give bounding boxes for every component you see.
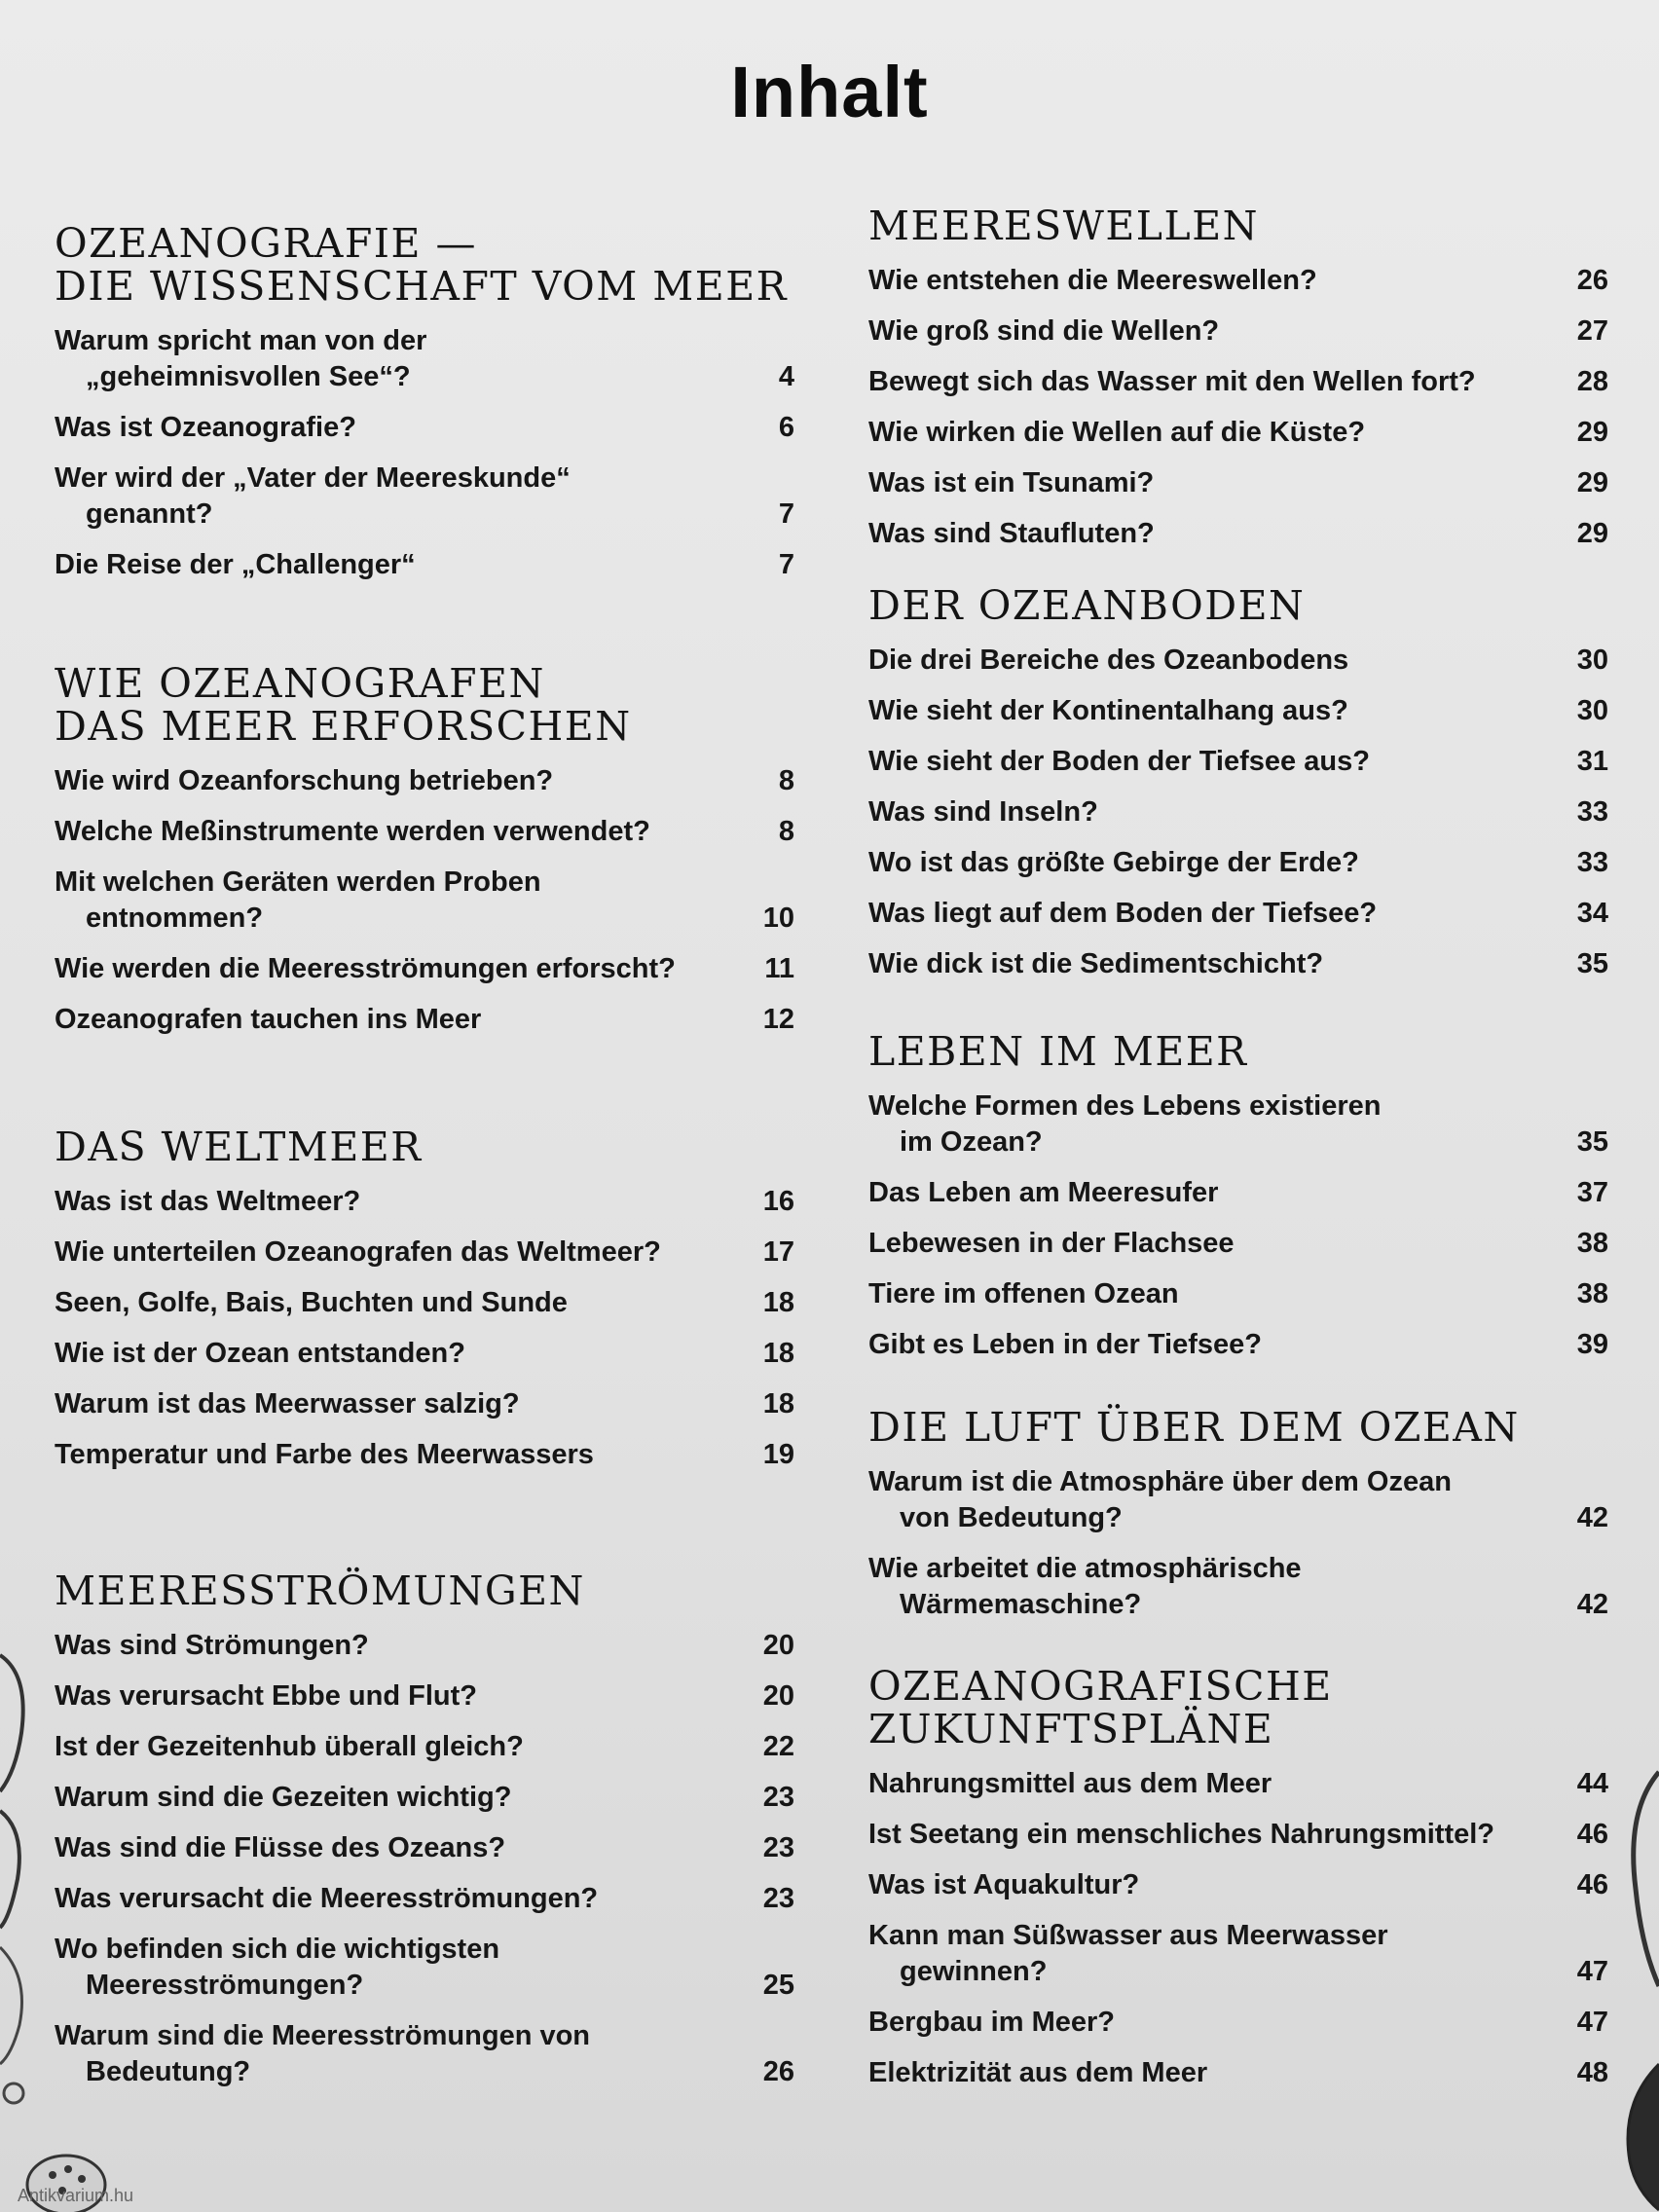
toc-entry-title-line: Die Reise der „Challenger“ [55,549,416,580]
toc-entry[interactable] [868,1276,1608,1312]
toc-entry-page-number: 46 [1576,1819,1608,1850]
toc-section [868,584,1608,997]
toc-entry-page-number: 29 [1576,467,1608,498]
toc-entry-title [55,1628,744,1664]
toc-entry[interactable] [55,1235,794,1271]
toc-entry-title-line: Was verursacht Ebbe und Flut? [55,1680,477,1712]
toc-entry-title [55,1437,744,1473]
toc-entry-title-line: Ist Seetang ein menschliches Nahrungsmittel? [868,1819,1494,1850]
toc-entry-page-number: 29 [1576,417,1608,448]
section-heading-line: MEERESSTRÖMUNGEN [55,1567,585,1614]
toc-entry-page-number: 25 [762,1970,794,2001]
toc-entry-title-line: Wie wirken die Wellen auf die Küste? [868,417,1366,448]
toc-entry-title [868,1276,1558,1312]
toc-entry-page-number: 30 [1576,645,1608,676]
toc-entry-title-line: Meeresströmungen? [86,1970,364,2001]
toc-entry-title-line: Wo ist das größte Gebirge der Erde? [868,847,1359,878]
toc-section [55,1569,794,2105]
toc-section [868,1665,1608,2106]
toc-entry-page-number: 23 [762,1832,794,1863]
toc-entry-title [868,364,1558,400]
toc-entry-title [55,323,744,395]
toc-entry-title [868,693,1558,729]
toc-entry[interactable] [55,323,794,395]
toc-entry[interactable] [55,865,794,937]
toc-entry-page-number: 8 [778,816,794,847]
toc-entry-title [55,1386,744,1422]
toc-entry[interactable] [868,516,1608,552]
toc-entry-title-line: Die drei Bereiche des Ozeanbodens [868,645,1349,676]
toc-entry-title [868,313,1558,350]
toc-entry-page-number: 12 [762,1004,794,1035]
toc-entry-title [868,845,1558,881]
toc-entry-title-line: Wo befinden sich die wichtigsten [55,1934,500,1965]
toc-entry-title-line: Welche Formen des Lebens existieren [868,1090,1382,1122]
toc-entry-title [55,410,744,446]
toc-entry[interactable] [868,1327,1608,1363]
toc-entry-title [55,814,744,850]
toc-entry-title-line: gewinnen? [900,1956,1048,1987]
toc-entry[interactable] [868,1867,1608,1903]
toc-entry-title-line: Temperatur und Farbe des Meerwassers [55,1439,594,1470]
toc-entry-title [55,951,744,987]
toc-entry-page-number: 34 [1576,898,1608,929]
section-heading [868,1030,1608,1073]
section-heading-line: DIE LUFT ÜBER DEM OZEAN [868,1404,1520,1451]
toc-entry-title-line: Wie sieht der Boden der Tiefsee aus? [868,746,1370,777]
toc-entry[interactable] [55,1437,794,1473]
toc-entry-title [55,1881,744,1917]
toc-entry-title-line: Wie ist der Ozean entstanden? [55,1338,465,1369]
toc-entry-title-line: Was ist Ozeanografie? [55,412,356,443]
toc-entry-title [868,896,1558,932]
toc-entry-title [55,1336,744,1372]
toc-entry-page-number: 35 [1576,1126,1608,1158]
toc-entry-title-line: Was sind Inseln? [868,796,1098,828]
toc-entry-title-line: Seen, Golfe, Bais, Buchten und Sunde [55,1287,568,1318]
toc-entry-title-line: entnommen? [86,903,264,934]
toc-entry-title [55,1678,744,1714]
toc-section [868,1030,1608,1378]
toc-entry[interactable] [55,951,794,987]
toc-entry[interactable] [868,1766,1608,1802]
toc-entry[interactable] [868,794,1608,830]
toc-entry[interactable] [55,1386,794,1422]
toc-entry-title [55,763,744,799]
toc-entry-page-number: 26 [1576,265,1608,296]
toc-entry-title [55,865,744,937]
toc-entry[interactable] [55,547,794,583]
toc-entry[interactable] [55,1678,794,1714]
toc-entry-page-number: 20 [762,1680,794,1712]
toc-entry[interactable] [55,1628,794,1664]
toc-entry-title [868,794,1558,830]
toc-section [868,204,1608,567]
toc-entry[interactable] [868,643,1608,679]
toc-entry-title-line: Warum sind die Gezeiten wichtig? [55,1782,512,1813]
toc-entry-title [868,744,1558,780]
toc-entry-page-number: 26 [762,2056,794,2087]
toc-entry[interactable] [55,1729,794,1765]
toc-section [55,222,794,598]
toc-entry-title-line: Wie wird Ozeanforschung betrieben? [55,765,554,796]
toc-entry[interactable] [55,1881,794,1917]
toc-entry-page-number: 18 [762,1338,794,1369]
toc-entry[interactable] [55,1184,794,1220]
toc-entry-title-line: Ist der Gezeitenhub überall gleich? [55,1731,524,1762]
toc-entry-title-line: „geheimnisvollen See“? [86,361,411,392]
toc-entry-page-number: 7 [778,549,794,580]
toc-entry-page-number: 48 [1576,2057,1608,2088]
watermark: Antikvarium.hu [18,2186,134,2205]
toc-entry-page-number: 19 [762,1439,794,1470]
toc-entry[interactable] [55,1932,794,2004]
section-heading [868,204,1608,247]
toc-entry-title [55,1235,744,1271]
toc-entry-page-number: 30 [1576,695,1608,726]
toc-entry[interactable] [868,1088,1608,1161]
toc-entry[interactable] [868,313,1608,350]
toc-entry-title-line: Welche Meßinstrumente werden verwendet? [55,816,650,847]
toc-entry-title-line: Bedeutung? [86,2056,251,2087]
toc-entry-title-line: Wie unterteilen Ozeanografen das Weltmeer? [55,1236,661,1268]
section-heading-line: MEERESWELLEN [868,203,1260,249]
toc-entry-title [55,1002,744,1038]
toc-section [55,1125,794,1488]
toc-entry[interactable] [868,946,1608,982]
toc-entry-title-line: Mit welchen Geräten werden Proben [55,866,541,898]
toc-entry-title-line: Bergbau im Meer? [868,2007,1115,2038]
toc-entry-title [868,1867,1558,1903]
toc-entry-title-line: im Ozean? [900,1126,1043,1158]
toc-entry[interactable] [55,410,794,446]
section-heading-line: OZEANOGRAFIE — [55,220,477,267]
toc-entry-page-number: 38 [1576,1278,1608,1309]
toc-entry-page-number: 46 [1576,1869,1608,1900]
toc-entry-title [868,516,1558,552]
toc-entry-title [868,465,1558,501]
toc-entry[interactable] [868,1551,1608,1623]
toc-entry[interactable] [55,461,794,533]
toc-entry-title [55,461,744,533]
toc-entry-title [868,263,1558,299]
toc-entry[interactable] [868,896,1608,932]
toc-entry-title-line: Elektrizität aus dem Meer [868,2057,1208,2088]
toc-entry-title-line: Warum ist die Atmosphäre über dem Ozean [868,1466,1452,1497]
toc-entry-title-line: Gibt es Leben in der Tiefsee? [868,1329,1262,1360]
toc-entry[interactable] [868,364,1608,400]
toc-entry-page-number: 6 [778,412,794,443]
section-heading-line: DAS MEER ERFORSCHEN [55,703,632,750]
section-heading-line: DAS WELTMEER [55,1124,423,1170]
section-heading-line: WIE OZEANOGRAFEN [55,660,545,707]
toc-entry-page-number: 7 [778,498,794,530]
toc-entry-title [55,2018,744,2090]
toc-entry-title [868,1464,1558,1536]
toc-entry-title-line: Kann man Süßwasser aus Meerwasser [868,1920,1388,1951]
toc-entry-page-number: 23 [762,1782,794,1813]
section-heading-line: DIE WISSENSCHAFT VOM MEER [55,263,788,310]
toc-entry-title-line: Was ist das Weltmeer? [55,1186,361,1217]
toc-entry-page-number: 27 [1576,315,1608,347]
toc-entry[interactable] [868,1464,1608,1536]
section-heading [868,1665,1608,1751]
section-heading [868,1406,1608,1449]
toc-entry-title [868,2055,1558,2091]
toc-entry-page-number: 22 [762,1731,794,1762]
toc-entry[interactable] [868,1817,1608,1853]
toc-entry[interactable] [55,2018,794,2090]
toc-entry[interactable] [868,693,1608,729]
toc-entry-page-number: 23 [762,1883,794,1914]
toc-entry[interactable] [55,814,794,850]
section-heading [868,584,1608,627]
toc-entry-page-number: 18 [762,1388,794,1419]
toc-entry-page-number: 47 [1576,1956,1608,1987]
toc-entry[interactable] [55,1336,794,1372]
toc-entry-page-number: 20 [762,1630,794,1661]
section-heading-line: OZEANOGRAFISCHE [868,1663,1333,1710]
toc-entry-page-number: 17 [762,1236,794,1268]
toc-entry-title-line: Nahrungsmittel aus dem Meer [868,1768,1272,1799]
toc-entry-title [868,643,1558,679]
toc-entry-page-number: 31 [1576,746,1608,777]
section-heading [55,662,794,748]
toc-entry-title-line: Ozeanografen tauchen ins Meer [55,1004,482,1035]
toc-entry-title [868,1918,1558,1990]
toc-entry-page-number: 8 [778,765,794,796]
toc-entry-title-line: Was sind Staufluten? [868,518,1155,549]
section-heading-line: LEBEN IM MEER [868,1028,1248,1075]
toc-entry-page-number: 11 [764,953,794,984]
toc-entry-title [55,1830,744,1866]
toc-entry-title-line: Lebewesen in der Flachsee [868,1228,1235,1259]
toc-entry-page-number: 28 [1576,366,1608,397]
toc-entry-page-number: 35 [1576,948,1608,979]
toc-entry-page-number: 29 [1576,518,1608,549]
toc-entry-page-number: 10 [762,903,794,934]
toc-entry-title-line: Das Leben am Meeresufer [868,1177,1219,1208]
toc-entry[interactable] [868,465,1608,501]
toc-entry-title [55,1184,744,1220]
toc-entry-title-line: Tiere im offenen Ozean [868,1278,1179,1309]
toc-entry-title-line: Wie sieht der Kontinentalhang aus? [868,695,1348,726]
toc-entry-title-line: Was liegt auf dem Boden der Tiefsee? [868,898,1378,929]
toc-entry-title-line: Was ist ein Tsunami? [868,467,1155,498]
section-heading [55,1569,794,1612]
right-margin-illustration [1616,1752,1659,2212]
toc-entry-title [868,1175,1558,1211]
toc-entry-title-line: Wie arbeitet die atmosphärische [868,1553,1302,1584]
toc-entry-page-number: 39 [1576,1329,1608,1360]
toc-entry-title-line: Wie dick ist die Sedimentschicht? [868,948,1324,979]
toc-entry[interactable] [55,1780,794,1816]
toc-entry-title-line: Was verursacht die Meeresströmungen? [55,1883,599,1914]
left-margin-illustration [0,1636,43,2161]
toc-entry-page-number: 4 [778,361,794,392]
toc-entry-title-line: Warum spricht man von der [55,325,427,356]
toc-entry[interactable] [55,1830,794,1866]
toc-entry-title-line: Was ist Aquakultur? [868,1869,1140,1900]
toc-entry[interactable] [55,763,794,799]
toc-entry[interactable] [868,1918,1608,1990]
toc-entry-title-line: Wer wird der „Vater der Meereskunde“ [55,462,571,494]
toc-entry-page-number: 42 [1576,1589,1608,1620]
toc-entry-page-number: 33 [1576,796,1608,828]
toc-entry-title-line: von Bedeutung? [900,1502,1123,1533]
toc-entry[interactable] [55,1002,794,1038]
section-heading [55,222,794,308]
toc-entry-title [55,547,744,583]
toc-entry-page-number: 44 [1576,1768,1608,1799]
toc-entry-page-number: 18 [762,1287,794,1318]
toc-entry-title [55,1932,744,2004]
toc-entry-title-line: Warum sind die Meeresströmungen von [55,2020,591,2051]
toc-entry-title [868,1551,1558,1623]
toc-entry-title [55,1780,744,1816]
toc-entry[interactable] [868,415,1608,451]
toc-entry-title-line: Warum ist das Meerwasser salzig? [55,1388,520,1419]
toc-entry[interactable] [868,1226,1608,1262]
toc-entry-title-line: Wie entstehen die Meereswellen? [868,265,1317,296]
toc-entry-title-line: Was sind Strömungen? [55,1630,369,1661]
toc-entry-title [868,1766,1558,1802]
toc-entry-title-line: Bewegt sich das Wasser mit den Wellen fort? [868,366,1476,397]
toc-entry[interactable] [868,1175,1608,1211]
toc-entry[interactable] [868,845,1608,881]
toc-section [55,662,794,1052]
toc-entry-title-line: genannt? [86,498,213,530]
toc-entry-title [55,1729,744,1765]
section-heading-line: ZUKUNFTSPLÄNE [868,1706,1274,1752]
toc-entry[interactable] [868,2005,1608,2041]
page-title: Inhalt [730,52,929,132]
toc-entry-page-number: 16 [762,1186,794,1217]
toc-entry-title [55,1285,744,1321]
toc-entry-page-number: 37 [1576,1177,1608,1208]
toc-entry[interactable] [55,1285,794,1321]
toc-entry-title [868,1817,1558,1853]
toc-entry-page-number: 38 [1576,1228,1608,1259]
toc-entry-title [868,1226,1558,1262]
toc-entry-page-number: 47 [1576,2007,1608,2038]
toc-entry-title-line: Wie groß sind die Wellen? [868,315,1220,347]
toc-entry[interactable] [868,2055,1608,2091]
toc-entry[interactable] [868,263,1608,299]
toc-entry-title-line: Wie werden die Meeresströmungen erforscht? [55,953,676,984]
toc-entry-title [868,1327,1558,1363]
toc-entry-title [868,415,1558,451]
toc-entry-title-line: Was sind die Flüsse des Ozeans? [55,1832,506,1863]
section-heading-line: DER OZEANBODEN [868,582,1306,629]
toc-entry-title [868,946,1558,982]
toc-entry-page-number: 33 [1576,847,1608,878]
toc-entry-title [868,1088,1558,1161]
toc-entry[interactable] [868,744,1608,780]
toc-section [868,1406,1608,1638]
toc-entry-title [868,2005,1558,2041]
toc-entry-title-line: Wärmemaschine? [900,1589,1142,1620]
section-heading [55,1125,794,1168]
toc-entry-page-number: 42 [1576,1502,1608,1533]
